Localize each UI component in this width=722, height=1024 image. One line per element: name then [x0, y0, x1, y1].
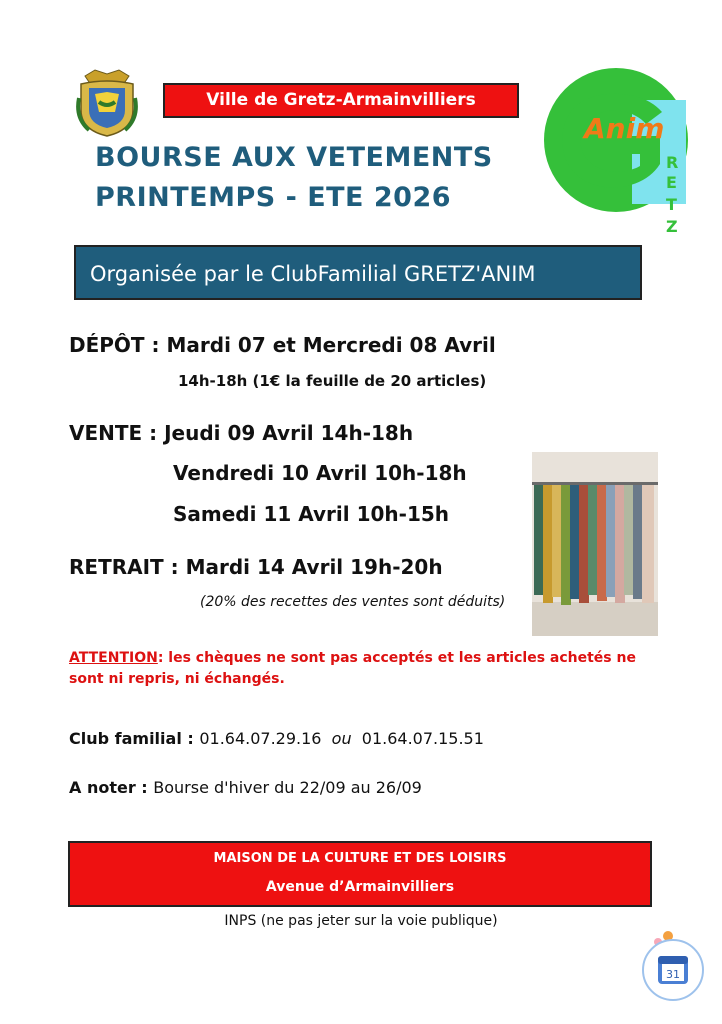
organizer-banner: Organisée par le ClubFamilial GRETZ'ANIM [74, 245, 642, 300]
retrait-note: (20% des recettes des ventes sont déduits) [200, 594, 506, 610]
footer-notice: INPS (ne pas jeter sur la voie publique) [224, 913, 498, 929]
contact-phone-1: 01.64.07.29.16 [199, 729, 322, 748]
depot-hours: 14h-18h (1€ la feuille de 20 articles) [178, 372, 487, 390]
depot-label: DÉPÔT : [69, 333, 167, 357]
vente-line [69, 421, 413, 445]
logo-letter-e: E [666, 173, 677, 192]
depot-days: Mardi 07 et Mercredi 08 Avril [166, 333, 496, 357]
venue-banner [68, 841, 652, 907]
attention-label: ATTENTION [69, 650, 158, 666]
vente-day2: Vendredi 10 Avril 10h-18h [173, 461, 467, 485]
calendar-icon[interactable] [640, 930, 706, 1002]
vente-day3: Samedi 11 Avril 10h-15h [173, 502, 450, 526]
note-text: Bourse d'hiver du 22/09 au 26/09 [153, 778, 422, 797]
logo-letter-t: T [666, 195, 677, 214]
retrait-line [69, 555, 443, 579]
note-label: A noter : [69, 778, 154, 797]
contact-or: ou [331, 729, 352, 748]
town-crest-icon [75, 68, 139, 138]
event-title: BOURSE AUX VETEMENTS [95, 142, 493, 173]
clothes-rack-image [532, 452, 658, 636]
vente-day1: Jeudi 09 Avril 14h-18h [164, 421, 414, 445]
logo-anim-text: Anim [584, 112, 665, 145]
contact-label: Club familial : [69, 729, 200, 748]
gretz-anim-logo [536, 64, 696, 236]
attention-notice [69, 648, 649, 690]
attention-text: : les chèques ne sont pas acceptés et les articles achetés ne sont ni repris, ni échangés. [69, 650, 636, 687]
vente-label: VENTE : [69, 421, 165, 445]
calendar-day: 31 [666, 968, 680, 981]
depot-line [69, 333, 496, 357]
note-line [69, 778, 422, 797]
retrait-label: RETRAIT : [69, 555, 186, 579]
town-name-banner: Ville de Gretz-Armainvilliers [163, 83, 519, 118]
contact-line [69, 729, 484, 748]
logo-letter-z: Z [666, 217, 678, 236]
venue-name: MAISON DE LA CULTURE ET DES LOISIRS [213, 851, 507, 866]
logo-letter-r: R [666, 153, 679, 172]
retrait-day: Mardi 14 Avril 19h-20h [185, 555, 443, 579]
venue-address: Avenue d’Armainvilliers [265, 879, 455, 895]
event-season: PRINTEMPS - ETE 2026 [95, 182, 452, 213]
contact-phone-2: 01.64.07.15.51 [361, 729, 484, 748]
